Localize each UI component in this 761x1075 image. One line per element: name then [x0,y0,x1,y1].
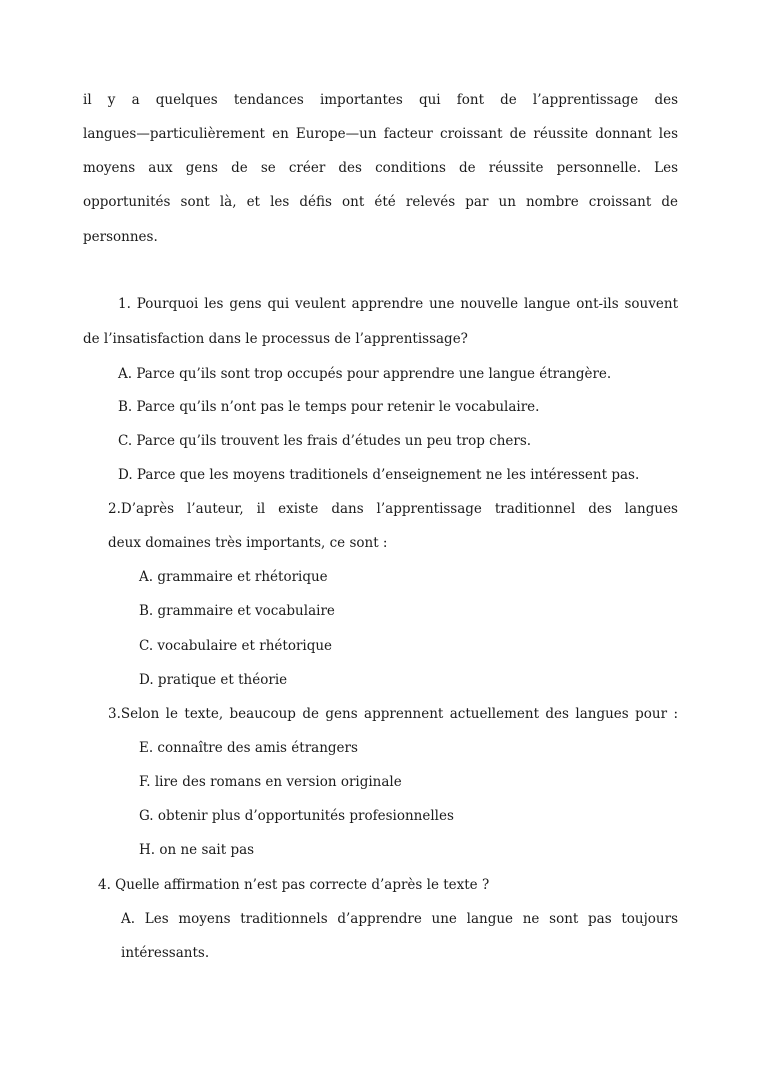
intro-line: personnes. [83,229,158,245]
question-1-option-c: C. Parce qu’ils trouvent les frais d’études un peu trop chers. [118,433,532,449]
question-1-option-d: D. Parce que les moyens traditionels d’enseignement ne les intéressent pas. [118,467,640,483]
question-2-text: deux domaines très importants, ce sont : [108,535,388,551]
question-3-option-h: H. on ne sait pas [139,842,255,858]
question-2-text: 2.D’après l’auteur, il existe dans l’apprentissage traditionnel des langues [108,501,678,517]
question-4-option-a-continued: intéressants. [121,945,210,961]
question-3-option-e: E. connaître des amis étrangers [139,740,358,756]
intro-line: opportunités sont là, et les défis ont été relevés par un nombre croissant de [83,194,678,210]
question-3-option-f: F. lire des romans en version originale [139,774,402,790]
question-4-option-a: A. Les moyens traditionnels d’apprendre une langue ne sont pas toujours [121,911,678,927]
question-1-text: de l’insatisfaction dans le processus de l’apprentissage? [83,331,468,347]
question-1-option-a: A. Parce qu’ils sont trop occupés pour apprendre une langue étrangère. [118,366,612,382]
question-1-text: 1. Pourquoi les gens qui veulent apprendre une nouvelle langue ont-ils souvent [118,296,678,312]
question-2-option-a: A. grammaire et rhétorique [139,569,328,585]
intro-line: il y a quelques tendances importantes qui font de l’apprentissage des [83,92,678,108]
question-2-option-c: C. vocabulaire et rhétorique [139,638,333,654]
question-4-text: 4. Quelle affirmation n’est pas correcte d’après le texte ? [98,877,490,893]
intro-line: moyens aux gens de se créer des conditions de réussite personnelle. Les [83,160,678,176]
intro-line: langues—particulièrement en Europe—un facteur croissant de réussite donnant les [83,126,678,142]
question-1-option-b: B. Parce qu’ils n’ont pas le temps pour retenir le vocabulaire. [118,399,540,415]
question-2-option-d: D. pratique et théorie [139,672,288,688]
question-3-text: 3.Selon le texte, beaucoup de gens apprennent actuellement des langues pour : [108,706,678,722]
question-3-option-g: G. obtenir plus d’opportunités profesionnelles [139,808,454,824]
question-2-option-b: B. grammaire et vocabulaire [139,603,335,619]
